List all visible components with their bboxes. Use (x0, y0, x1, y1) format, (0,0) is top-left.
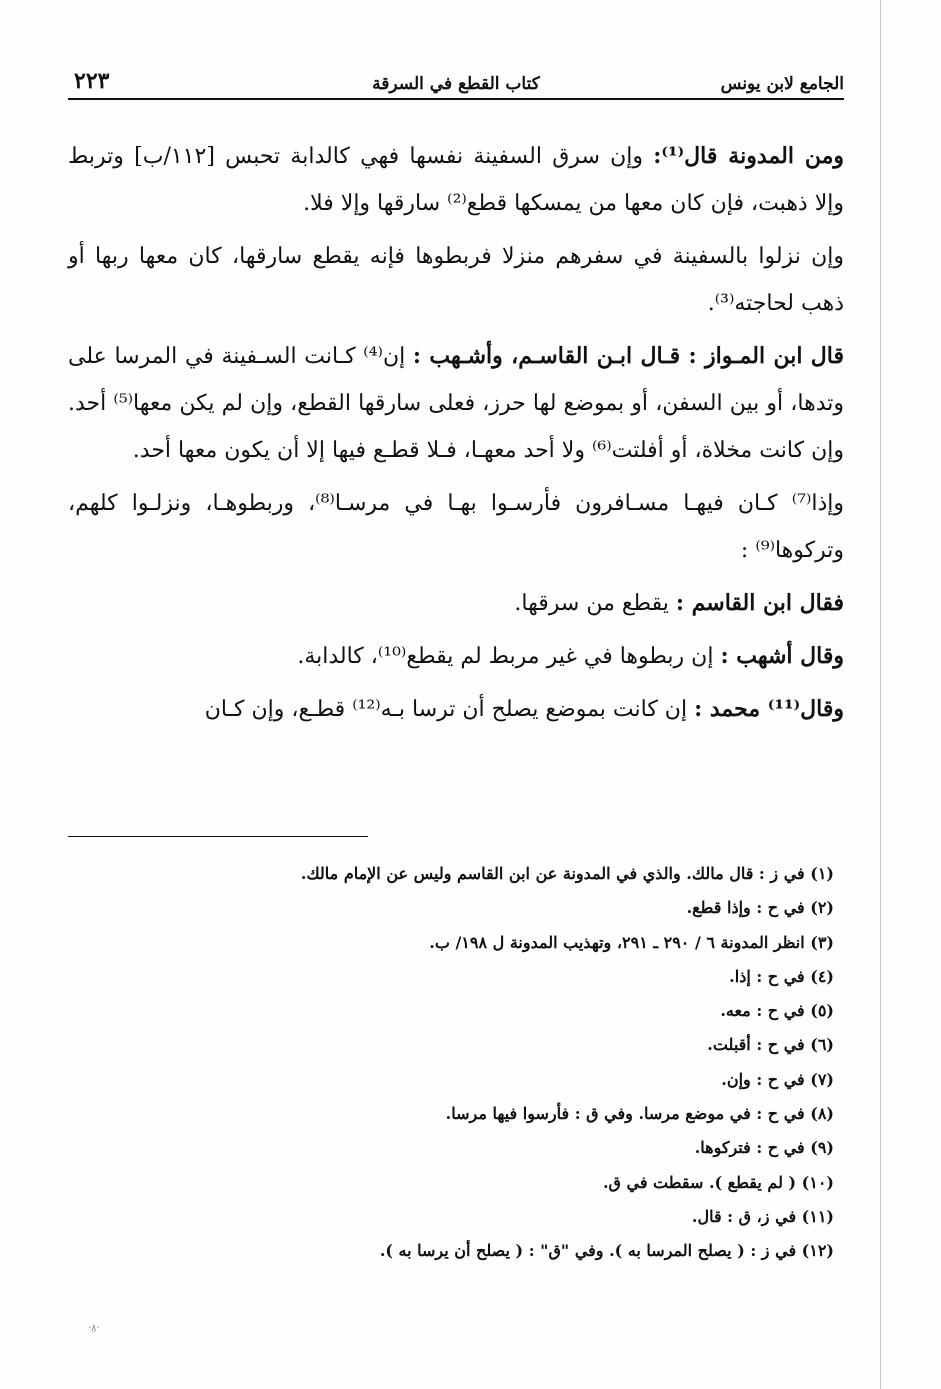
paragraph-text: يقطع من سرقها. (514, 591, 676, 616)
header-rule (68, 98, 844, 100)
footnote-4: (٤) في ح : إذا. (729, 966, 834, 986)
paragraph-text: وإذا⁽⁷⁾ كـان فيهـا مسـافرون فأرسـوا بهـا في مرسـا⁽⁸⁾، وربطوهـا، ونزلـوا كلهم، وتركوها⁽⁹⁾ : (68, 491, 844, 563)
book-title: الجامع لابن يونس (720, 74, 844, 94)
scan-speck: ·ِ۸· (88, 1323, 100, 1334)
paragraph-lead: وقال أشهب : (720, 643, 844, 669)
page-number: ٢٢٣ (74, 68, 110, 94)
footnote-2: (٢) في ح : وإذا قطع. (686, 898, 834, 918)
footnote-1: (١) في ز : قال مالك. والذي في المدونة عن ابن القاسم وليس عن الإمام مالك. (300, 864, 834, 883)
paragraph-4 (68, 480, 844, 574)
running-header (68, 68, 844, 98)
footnote-3: (٣) انظر المدونة ٦ / ٢٩٠ ـ ٢٩١، وتهذيب المدونة ل ١٩٨/ ب. (429, 932, 834, 952)
paragraph-lead: قال ابن المـواز : قـال ابـن القاسـم، وأشـهب : (412, 343, 844, 369)
paragraph-5 (68, 580, 844, 627)
paragraph-lead: ومن المدونة قال⁽¹⁾: (653, 143, 845, 169)
footnote-12: (١٢) في ز : ( يصلح المرسا به ). وفي "ق" : ( يصلح أن يرسا به ). (379, 1241, 834, 1261)
footnote-5: (٥) في ح : معه. (720, 1001, 834, 1021)
footnote-8: (٨) في ح : في موضع مرسا. وفي ق : فأرسوا فيها مرسا. (445, 1104, 834, 1124)
paragraph-7 (68, 686, 844, 733)
paragraph-2 (68, 233, 844, 327)
footnote-separator (68, 836, 368, 837)
paragraph-6 (68, 633, 844, 680)
footnote-6: (٦) في ح : أقبلت. (707, 1035, 834, 1055)
paragraph-lead: وقال⁽¹¹⁾ محمد : (694, 696, 844, 722)
paragraph-1 (68, 133, 844, 227)
paragraph-text: إن ربطوها في غير مربط لم يقطع⁽¹⁰⁾، كالدابة. (297, 644, 721, 669)
paragraph-text: وإن سرق السفينة نفسها فهي كالدابة تحبس [١١٢/ب] وتربط وإلا ذهبت، فإن كان معها من يمسكها قطع⁽²⁾ سارقها وإلا فلا. (68, 144, 844, 216)
paragraph-text: إن⁽⁴⁾ كـانت السـفينة في المرسا على وتدها، أو بين السفن، أو بموضع لها حرز، فعلى سارقها القطع، وإن لم يكن معها⁽⁵⁾ أحد. وإن كانت مخلاة، أو أفلتت⁽⁶⁾ ولا أحد معهـا، فـلا قطـع فيها إلا أن يكون معها أحد. (68, 344, 844, 463)
footnote-11: (١١) في ز، ق : قال. (691, 1206, 834, 1226)
footnote-10: (١٠) ( لم يقطع ). سقطت في ق. (602, 1172, 834, 1192)
footnote-9: (٩) في ح : فتركوها. (694, 1138, 834, 1158)
paragraph-3 (68, 333, 844, 474)
chapter-title: كتاب القطع في السرقة (372, 74, 540, 94)
footnote-7: (٧) في ح : وإن. (721, 1069, 834, 1089)
main-text (68, 133, 844, 739)
book-page (68, 0, 844, 1389)
paragraph-text: إن كانت بموضع يصلح أن ترسا بـه⁽¹²⁾ قطـع، وإن كـان (204, 697, 695, 722)
paragraph-lead: فقال ابن القاسم : (675, 590, 844, 616)
footnotes (68, 857, 834, 1269)
paragraph-text: وإن نزلوا بالسفينة في سفرهم منزلا فربطوها فإنه يقطع سارقها، كان معها ربها أو ذهب لحاجته⁽³⁾. (68, 244, 844, 316)
scan-edge-line (880, 0, 881, 1389)
